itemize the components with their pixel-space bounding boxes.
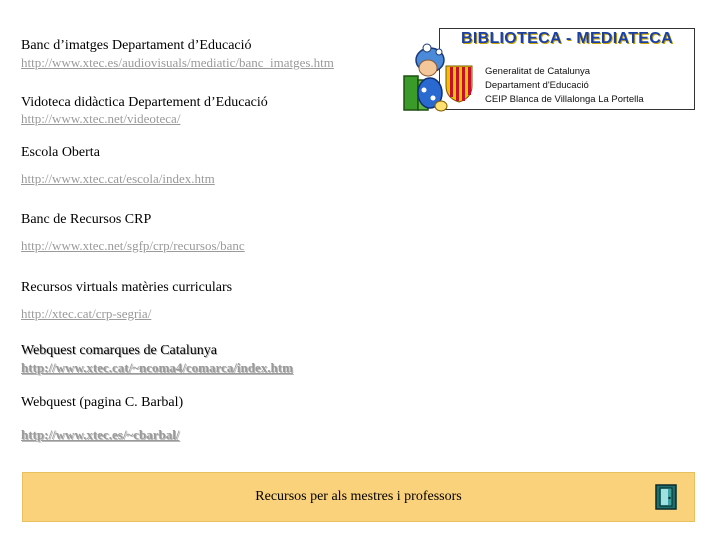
resource-title-banc-recursos: Banc de Recursos CRP xyxy=(21,212,152,227)
header-line-departament: Departament d'Educació xyxy=(485,80,589,91)
header-line-generalitat: Generalitat de Catalunya xyxy=(485,66,591,77)
resource-title-webquest-barbal: Webquest (pagina C. Barbal) xyxy=(21,395,184,410)
resource-link-webquest-comarques[interactable]: http://www.xtec.cat/~ncoma4/comarca/index.htm xyxy=(21,360,293,375)
resource-title-recursos-virtuals: Recursos virtuals matèries curriculars xyxy=(21,280,233,295)
resource-link-videoteca[interactable]: http://www.xtec.net/videoteca/ xyxy=(21,111,181,126)
footer-text: Recursos per als mestres i professors xyxy=(255,489,462,504)
catalan-crest-icon xyxy=(444,64,474,104)
resource-link-recursos-virtuals[interactable]: http://xtec.cat/crp-segria/ xyxy=(21,306,152,321)
resource-link-webquest-barbal[interactable]: http://www.xtec.es/~cbarbal/ xyxy=(21,427,180,442)
resource-link-escola-oberta[interactable]: http://www.xtec.cat/escola/index.htm xyxy=(21,171,215,186)
resource-title-webquest-comarques: Webquest comarques de Catalunya xyxy=(21,343,217,358)
door-exit-icon[interactable] xyxy=(655,484,677,510)
footer-bar xyxy=(22,472,695,522)
resource-title-banc-imatges: Banc d’imatges Departament d’Educació xyxy=(21,38,252,53)
resource-title-escola-oberta: Escola Oberta xyxy=(21,145,100,160)
resource-title-videoteca: Vidoteca didàctica Departement d’Educació xyxy=(21,95,268,110)
resource-link-banc-recursos[interactable]: http://www.xtec.net/sgfp/crp/recursos/banc xyxy=(21,238,245,253)
header-banner: BIBLIOTECA - MEDIATECA xyxy=(461,30,673,47)
mascot-icon xyxy=(400,38,448,114)
resource-link-banc-imatges[interactable]: http://www.xtec.es/audiovisuals/mediatic/banc_imatges.htm xyxy=(21,55,334,70)
header-line-school: CEIP Blanca de Villalonga La Portella xyxy=(485,94,644,105)
